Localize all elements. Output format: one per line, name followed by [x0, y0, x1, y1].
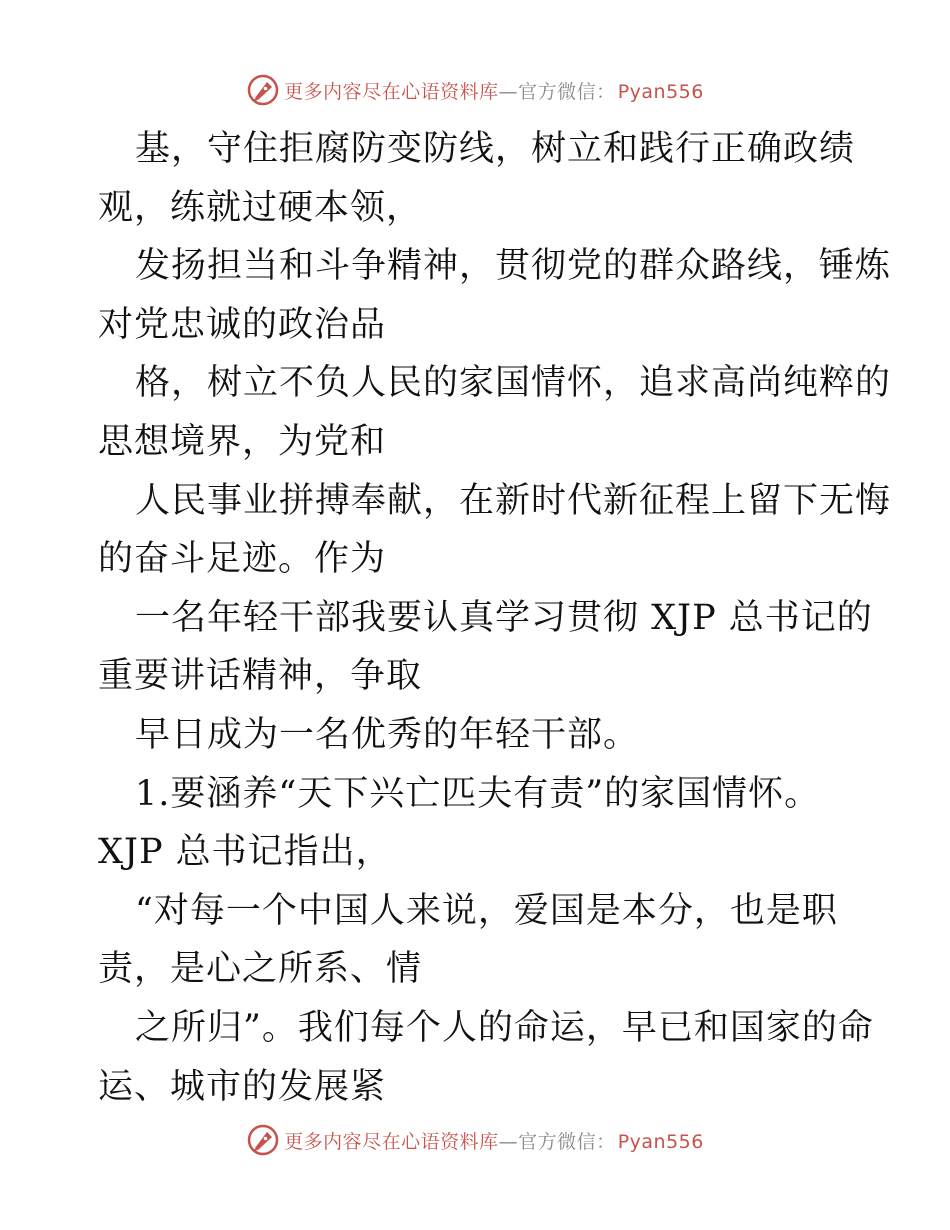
banner-wechat-label: 官方微信：: [518, 1130, 616, 1153]
banner-wechat-id: Pyan556: [617, 1130, 704, 1153]
body-line: 之所归”。我们每个人的命运，早已和国家的命: [135, 1007, 874, 1048]
body-line: 运、城市的发展紧: [98, 1066, 387, 1107]
body-line: 早日成为一名优秀的年轻干部。: [135, 714, 640, 755]
banner-brand-text: 更多内容尽在心语资料库: [284, 1130, 499, 1153]
body-line: 发扬担当和斗争精神，贯彻党的群众路线，锤炼: [135, 246, 892, 287]
body-line: 思想境界，为党和: [98, 421, 387, 462]
banner-brand-text: 更多内容尽在心语资料库: [284, 80, 499, 103]
body-line: 重要讲话精神，争取: [98, 656, 423, 697]
body-line: “对每一个中国人来说，爱国是本分，也是职: [135, 890, 838, 931]
body-line: 责，是心之所系、情: [98, 949, 423, 990]
body-line: 人民事业拼搏奉献，在新时代新征程上留下无悔: [135, 480, 892, 521]
document-body: [98, 120, 892, 1116]
body-line: 1.要涵养“天下兴亡匹夫有责”的家国情怀。: [135, 773, 821, 814]
body-line: 观，练就过硬本领，: [98, 187, 423, 228]
banner-wechat-id: Pyan556: [617, 80, 704, 103]
pen-nib-logo-icon: [246, 1123, 280, 1157]
body-line: 格，树立不负人民的家国情怀，追求高尚纯粹的: [135, 363, 892, 404]
banner-wechat-label: 官方微信：: [518, 80, 616, 103]
body-line: 对党忠诚的政治品: [98, 304, 387, 345]
footer-banner: [0, 1120, 950, 1160]
pen-nib-logo-icon: [246, 73, 280, 107]
body-line: 一名年轻干部我要认真学习贯彻 XJP 总书记的: [135, 597, 873, 638]
body-line: 的奋斗足迹。作为: [98, 539, 387, 580]
header-banner: [0, 70, 950, 110]
banner-separator: —: [498, 1130, 519, 1153]
body-line: 基，守住拒腐防变防线，树立和践行正确政绩: [135, 129, 856, 169]
banner-separator: —: [498, 80, 519, 103]
body-line: XJP 总书记指出，: [98, 832, 392, 873]
